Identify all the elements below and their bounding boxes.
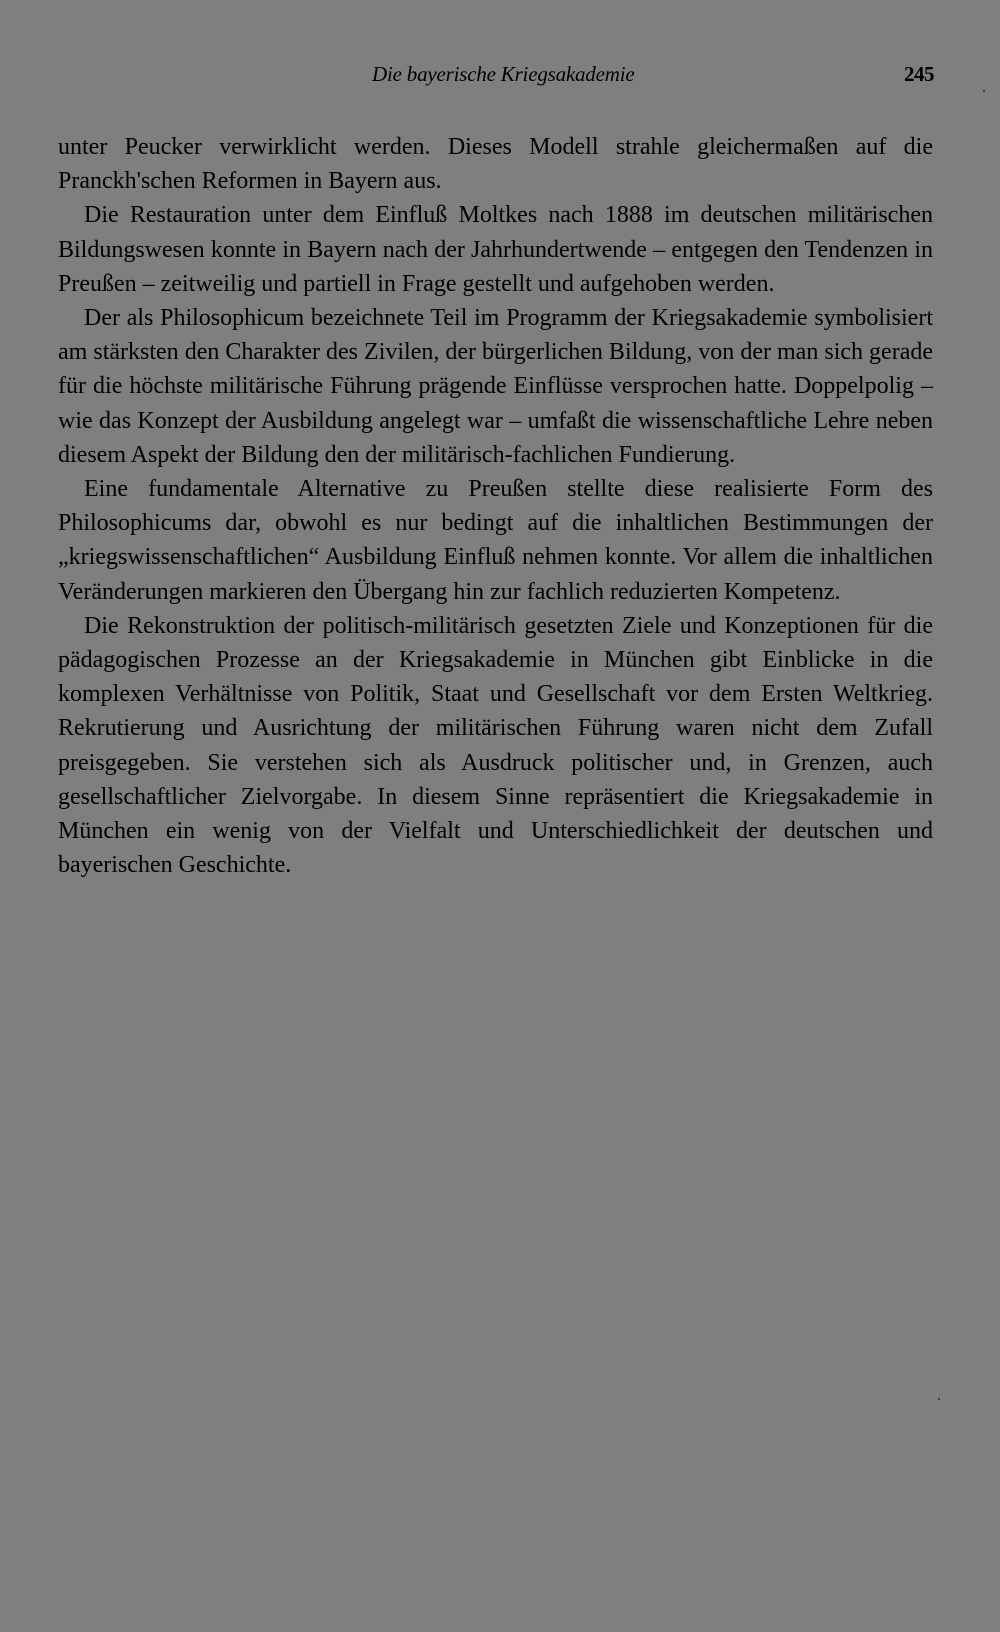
paragraph-continued: unter Peucker verwirklicht werden. Dieses Modell strahle gleichermaßen auf die Pranckh'schen Reformen in Bayern aus. xyxy=(58,134,933,195)
body-text xyxy=(58,130,933,882)
scan-speck xyxy=(938,1398,940,1400)
paragraph-rekonstruktion: Die Rekonstruktion der politisch-militärisch gesetzten Ziele und Konzeptionen für die pädagogischen Prozesse an der Kriegsakademie in München gibt Einblicke in die komplexen Verhältnisse von Politik, Staat und Gesellschaft vor dem Ersten Weltkrieg. Rekrutierung und Ausrichtung der militärischen Führung waren nicht dem Zufall preisgegeben. Sie verstehen sich als Ausdruck politischer und, in Grenzen, auch gesellschaftlicher Zielvorgabe. In diesem Sinne repräsentiert die Kriegsakademie in München ein wenig von der Vielfalt und Unterschiedlichkeit der deutschen und bayerischen Geschichte. xyxy=(58,612,933,879)
running-title: Die bayerische Kriegsakademie xyxy=(372,62,635,86)
paragraph-restauration: Die Restauration unter dem Einfluß Moltkes nach 1888 im deutschen militärischen Bildungswesen konnte in Bayern nach der Jahrhundertwende – entgegen den Tendenzen in Preußen – zeitweilig und partiell in Frage gestellt und aufgehoben werden. xyxy=(58,202,933,297)
page-number: 245 xyxy=(904,62,934,86)
paragraph-philosophicum: Der als Philosophicum bezeichnete Teil im Programm der Kriegsakademie symbolisiert am stärksten den Charakter des Zivilen, der bürgerlichen Bildung, von der man sich gerade für die höchste militärische Führung prägende Einflüsse versprochen hatte. Doppelpolig – wie das Konzept der Ausbildung angelegt war – umfaßt die wissenschaftliche Lehre neben diesem Aspekt der Bildung den der militärisch-fachlichen Fundierung. xyxy=(58,305,933,468)
paragraph-alternative: Eine fundamentale Alternative zu Preußen stellte diese realisierte Form des Philosophicums dar, obwohl es nur bedingt auf die inhaltlichen Bestimmungen der „kriegswissenschaftlichen“ Ausbildung Einfluß nehmen konnte. Vor allem die inhaltlichen Veränderungen markieren den Übergang hin zur fachlich reduzierten Kompetenz. xyxy=(58,476,933,605)
running-head xyxy=(0,62,1000,92)
scan-speck xyxy=(983,90,985,92)
